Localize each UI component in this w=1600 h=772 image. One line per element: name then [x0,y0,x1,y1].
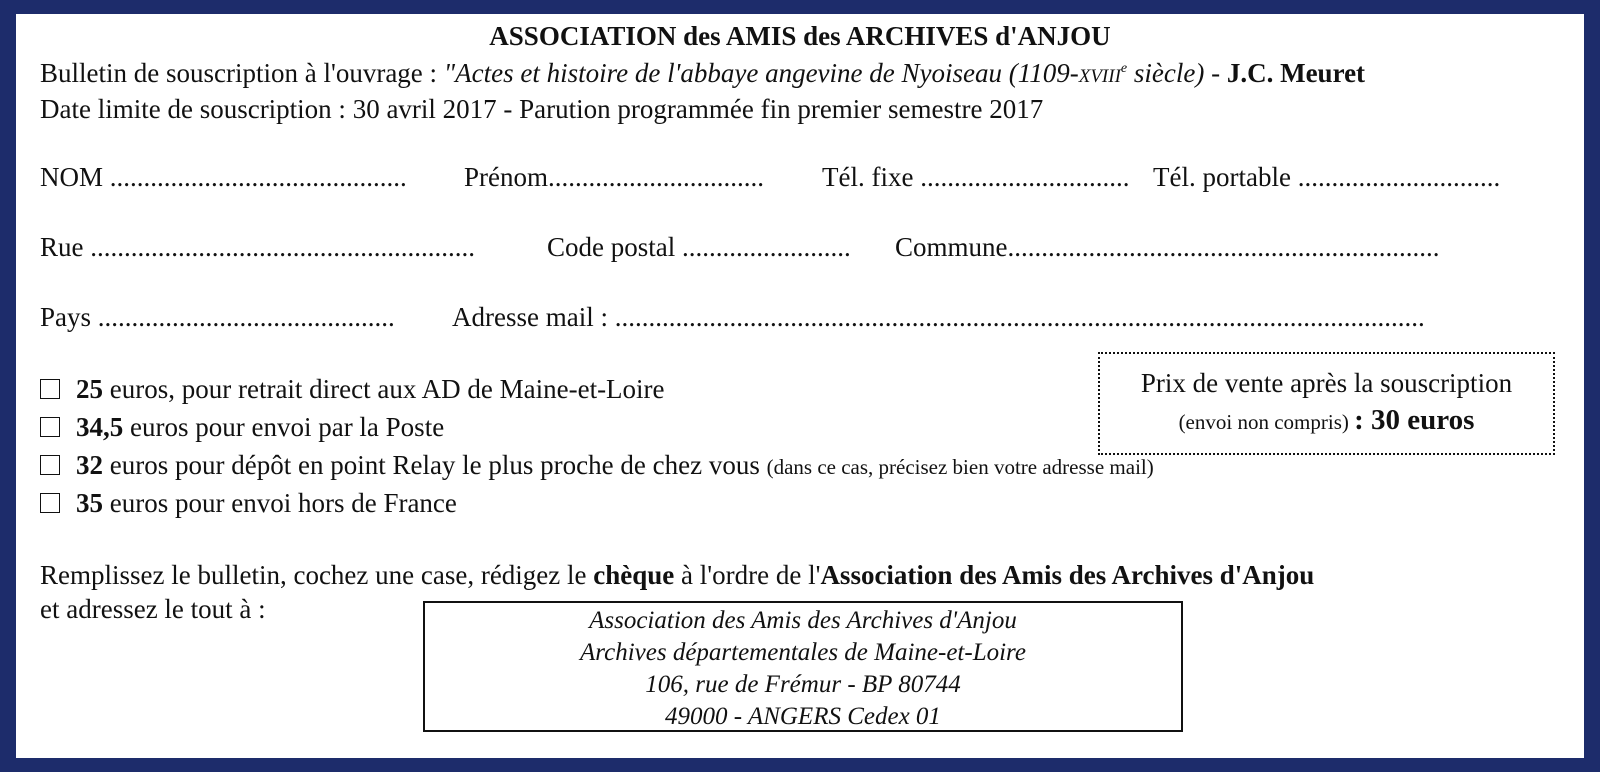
field-tel-fixe[interactable]: Tél. fixe ............................... [822,162,1130,192]
option-hors-france[interactable]: 35 euros pour envoi hors de France [40,488,457,519]
field-pays[interactable]: Pays ............................................ [40,302,395,332]
option-poste[interactable]: 34,5 euros pour envoi par la Poste [40,412,444,443]
author: J.C. Meuret [1226,58,1366,88]
field-adresse-mail[interactable]: Adresse mail : ........................................................................................................................ [452,302,1425,332]
address-line: 49000 - ANGERS Cedex 01 [665,703,941,730]
field-rue[interactable]: Rue ......................................................... [40,232,475,262]
address-line: Association des Amis des Archives d'Anjou [589,607,1017,634]
option-retrait[interactable]: 25 euros, pour retrait direct aux AD de Maine-et-Loire [40,374,665,405]
mailing-address-box [423,601,1183,732]
checkbox[interactable] [40,417,60,437]
field-commune[interactable]: Commune................................................................ [895,232,1440,262]
field-nom[interactable]: NOM ............................................ [40,162,407,192]
association-title: ASSOCIATION des AMIS des ARCHIVES d'ANJOU [489,21,1111,51]
work-title: "Actes et histoire de l'abbaye angevine de Nyoiseau (1109-XVIIIe siècle) [443,58,1205,88]
field-prenom[interactable]: Prénom................................ [464,162,764,192]
address-line: 106, rue de Frémur - BP 80744 [645,671,961,698]
checkbox[interactable] [40,379,60,399]
instructions-line-2: et adressez le tout à : [40,594,266,624]
instructions-line: Remplissez le bulletin, cochez une case, rédigez le chèque à l'ordre de l'Association des Amis des Archives d'Anjou [40,560,1315,590]
checkbox[interactable] [40,493,60,513]
price-box-price-line: (envoi non compris) : 30 euros [1178,404,1475,436]
address-line: Archives départementales de Maine-et-Loire [580,639,1026,666]
bulletin-line: Bulletin de souscription à l'ouvrage : "Actes et histoire de l'abbaye angevine de Nyoiseau (1109-XVIIIe siècle) - J.C. Meuret [40,58,1366,88]
price-value: 30 euros [1371,404,1475,436]
price-box-title: Prix de vente après la souscription [1140,368,1513,398]
subscription-form [16,14,1584,758]
option-note: (dans ce cas, précisez bien votre adresse mail) [766,455,1154,479]
bulletin-prefix: Bulletin de souscription à l'ouvrage : [40,58,444,88]
field-code-postal[interactable]: Code postal ......................... [547,232,851,262]
option-relay[interactable]: 32 euros pour dépôt en point Relay le plus proche de chez vous (dans ce cas, précisez bien votre adresse mail) [40,450,1154,481]
dates-line: Date limite de souscription : 30 avril 2017 - Parution programmée fin premier semestre 2017 [40,94,1044,124]
checkbox[interactable] [40,455,60,475]
price-box [1098,352,1555,455]
field-tel-portable[interactable]: Tél. portable .............................. [1153,162,1501,192]
